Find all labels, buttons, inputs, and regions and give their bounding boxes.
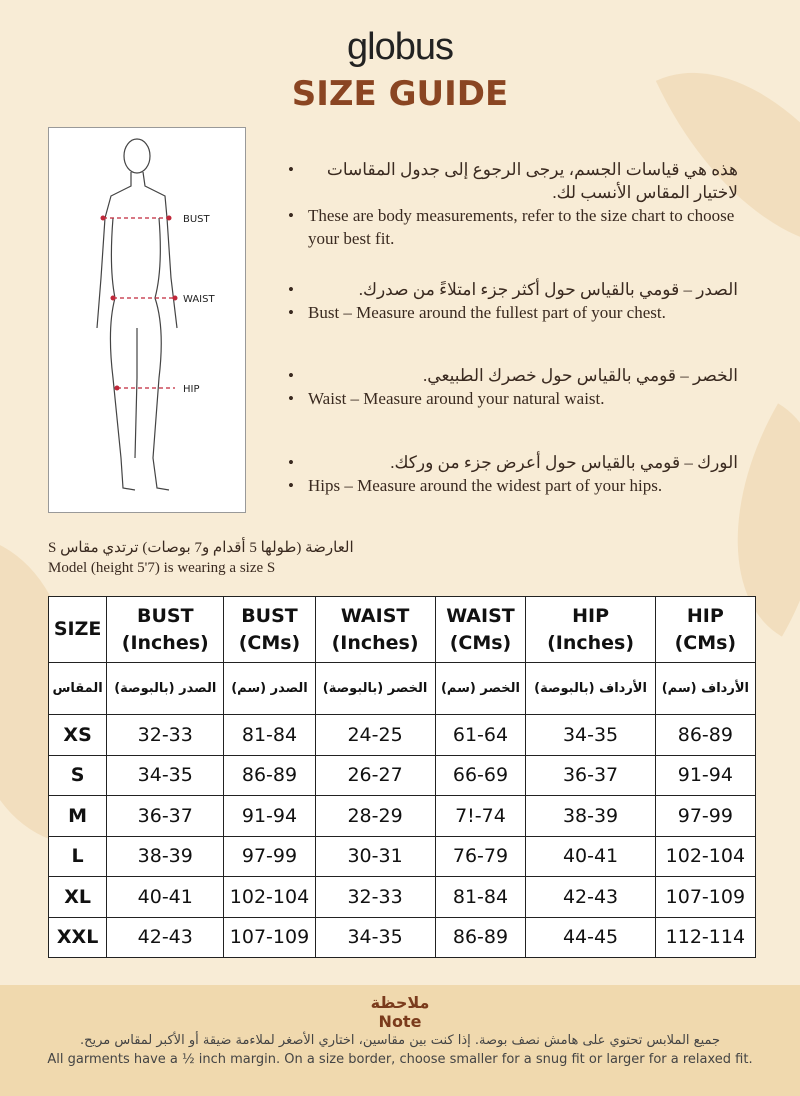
instruction-ar: هذه هي قياسات الجسم، يرجى الرجوع إلى جدول المقاسات لاختيار المقاس الأنسب لك.	[326, 160, 738, 202]
measurement-cell: 38-39	[526, 796, 655, 837]
body-measurement-figure	[48, 127, 246, 513]
measurement-cell: 86-89	[224, 755, 315, 796]
table-header-row	[49, 597, 756, 663]
measurement-cell: 86-89	[655, 715, 755, 756]
measurement-cell: 34-35	[526, 715, 655, 756]
measurement-cell: 40-41	[107, 877, 224, 918]
header-unit: (Inches)	[547, 631, 635, 654]
header-label: BUST	[241, 604, 298, 627]
model-info	[48, 538, 354, 578]
size-cell: XS	[49, 715, 107, 756]
measurement-cell: 42-43	[107, 917, 224, 958]
column-header	[107, 597, 224, 663]
table-row	[49, 877, 756, 918]
column-header-ar: الأرداف (بالبوصة)	[526, 663, 655, 715]
header-label: WAIST	[340, 604, 410, 627]
column-header	[315, 597, 435, 663]
bust-label: BUST	[183, 214, 210, 225]
header-unit: (CMs)	[674, 631, 737, 654]
measurement-cell: 107-109	[655, 877, 755, 918]
table-row	[49, 755, 756, 796]
column-header-ar: الصدر (بالبوصة)	[107, 663, 224, 715]
measurement-cell: 30-31	[315, 836, 435, 877]
table-row	[49, 715, 756, 756]
measurement-cell: 91-94	[224, 796, 315, 837]
table-row	[49, 796, 756, 837]
note-text-ar: جميع الملابس تحتوي على هامش نصف بوصة. إذا كنت بين مقاسين، اختاري الأصغر لملاءمة ضيقة أو الأكبر لمقاس مريح.	[79, 1033, 721, 1048]
measurement-cell: 107-109	[224, 917, 315, 958]
model-info-en: Model (height 5'7) is wearing a size S	[48, 560, 276, 576]
measurement-cell: 44-45	[526, 917, 655, 958]
measurement-cell: 102-104	[224, 877, 315, 918]
column-header	[435, 597, 526, 663]
instruction-ar: الصدر – قومي بالقياس حول أكثر جزء امتلاءً من صدرك.	[358, 280, 738, 299]
measurement-cell: 42-43	[526, 877, 655, 918]
header-label: HIP	[686, 604, 724, 627]
measurement-instructions: • هذه هي قياسات الجسم، يرجى الرجوع إلى جدول المقاسات لاختيار المقاس الأنسب لك. • These are body measurements, refer to the size chart to choose your best fit. • الصدر – قومي بالقياس حول أكثر جزء امتلاءً من صدرك. • Bust – Measure around the fullest part of your chest. • الخصر – قومي بالقياس حول خصرك الطبيعي. • Waist – Measure around your natural waist. • الورك – قومي بالقياس حول أعرض جزء من وركك. • Hips – Measure around the widest part of your hips.	[288, 158, 758, 519]
table-header-ar-row	[49, 663, 756, 715]
measurement-cell: 81-84	[224, 715, 315, 756]
measurement-cell: 36-37	[526, 755, 655, 796]
table-row	[49, 917, 756, 958]
header-unit: (CMs)	[449, 631, 512, 654]
instruction-ar: الورك – قومي بالقياس حول أعرض جزء من وركك.	[390, 453, 738, 472]
header-label: HIP	[572, 604, 609, 627]
note-title-ar: ملاحظة	[370, 993, 430, 1012]
measurement-cell: 36-37	[107, 796, 224, 837]
instruction-en: These are body measurements, refer to the size chart to choose your best fit.	[308, 206, 735, 248]
note-section	[0, 985, 800, 1096]
column-header-ar: المقاس	[49, 663, 107, 715]
hip-label: HIP	[183, 384, 200, 395]
measurement-cell: 40-41	[526, 836, 655, 877]
measurement-cell: 26-27	[315, 755, 435, 796]
size-cell: XL	[49, 877, 107, 918]
column-header	[526, 597, 655, 663]
instruction-ar: الخصر – قومي بالقياس حول خصرك الطبيعي.	[423, 366, 738, 385]
model-info-ar: العارضة (طولها 5 أقدام و7 بوصات) ترتدي مقاس S	[48, 540, 354, 556]
measurement-cell: 61-64	[435, 715, 526, 756]
note-text: All garments have a ½ inch margin. On a size border, choose smaller for a snug fit or larger for a relaxed fit.	[47, 1052, 753, 1067]
note-title: Note	[378, 1012, 422, 1031]
instruction-en: Bust – Measure around the fullest part of your chest.	[308, 303, 666, 322]
measurement-cell: 76-79	[435, 836, 526, 877]
table-row	[49, 836, 756, 877]
size-cell: XXL	[49, 917, 107, 958]
measurement-cell: 102-104	[655, 836, 755, 877]
header-label: BUST	[136, 604, 194, 627]
measurement-cell: 66-69	[435, 755, 526, 796]
measurement-cell: 81-84	[435, 877, 526, 918]
measurement-cell: 38-39	[107, 836, 224, 877]
header-unit: (Inches)	[331, 631, 419, 654]
header-label: WAIST	[446, 604, 515, 627]
measurement-cell: 91-94	[655, 755, 755, 796]
instruction-en: Hips – Measure around the widest part of your hips.	[308, 476, 663, 495]
measurement-cell: 7!-74	[435, 796, 526, 837]
waist-label: WAIST	[183, 294, 215, 305]
column-header-ar: الخصر (سم)	[435, 663, 526, 715]
measurement-cell: 112-114	[655, 917, 755, 958]
column-header-ar: الصدر (سم)	[224, 663, 315, 715]
column-header	[655, 597, 755, 663]
size-cell: L	[49, 836, 107, 877]
size-chart-table	[48, 596, 756, 958]
column-header	[49, 597, 107, 663]
measurement-cell: 86-89	[435, 917, 526, 958]
header-unit: (Inches)	[121, 631, 209, 654]
column-header-ar: الخصر (بالبوصة)	[315, 663, 435, 715]
column-header-ar: الأرداف (سم)	[655, 663, 755, 715]
size-cell: M	[49, 796, 107, 837]
header-unit: (CMs)	[238, 631, 301, 654]
instruction-en: Waist – Measure around your natural waist.	[308, 389, 605, 408]
size-cell: S	[49, 755, 107, 796]
measurement-cell: 97-99	[224, 836, 315, 877]
header-label: SIZE	[53, 618, 102, 640]
measurement-cell: 32-33	[315, 877, 435, 918]
measurement-cell: 32-33	[107, 715, 224, 756]
measurement-cell: 34-35	[315, 917, 435, 958]
measurement-cell: 97-99	[655, 796, 755, 837]
measurement-cell: 28-29	[315, 796, 435, 837]
page-title: SIZE GUIDE	[291, 74, 509, 114]
brand-logo: globus	[347, 26, 453, 68]
measurement-cell: 34-35	[107, 755, 224, 796]
column-header	[224, 597, 315, 663]
measurement-cell: 24-25	[315, 715, 435, 756]
